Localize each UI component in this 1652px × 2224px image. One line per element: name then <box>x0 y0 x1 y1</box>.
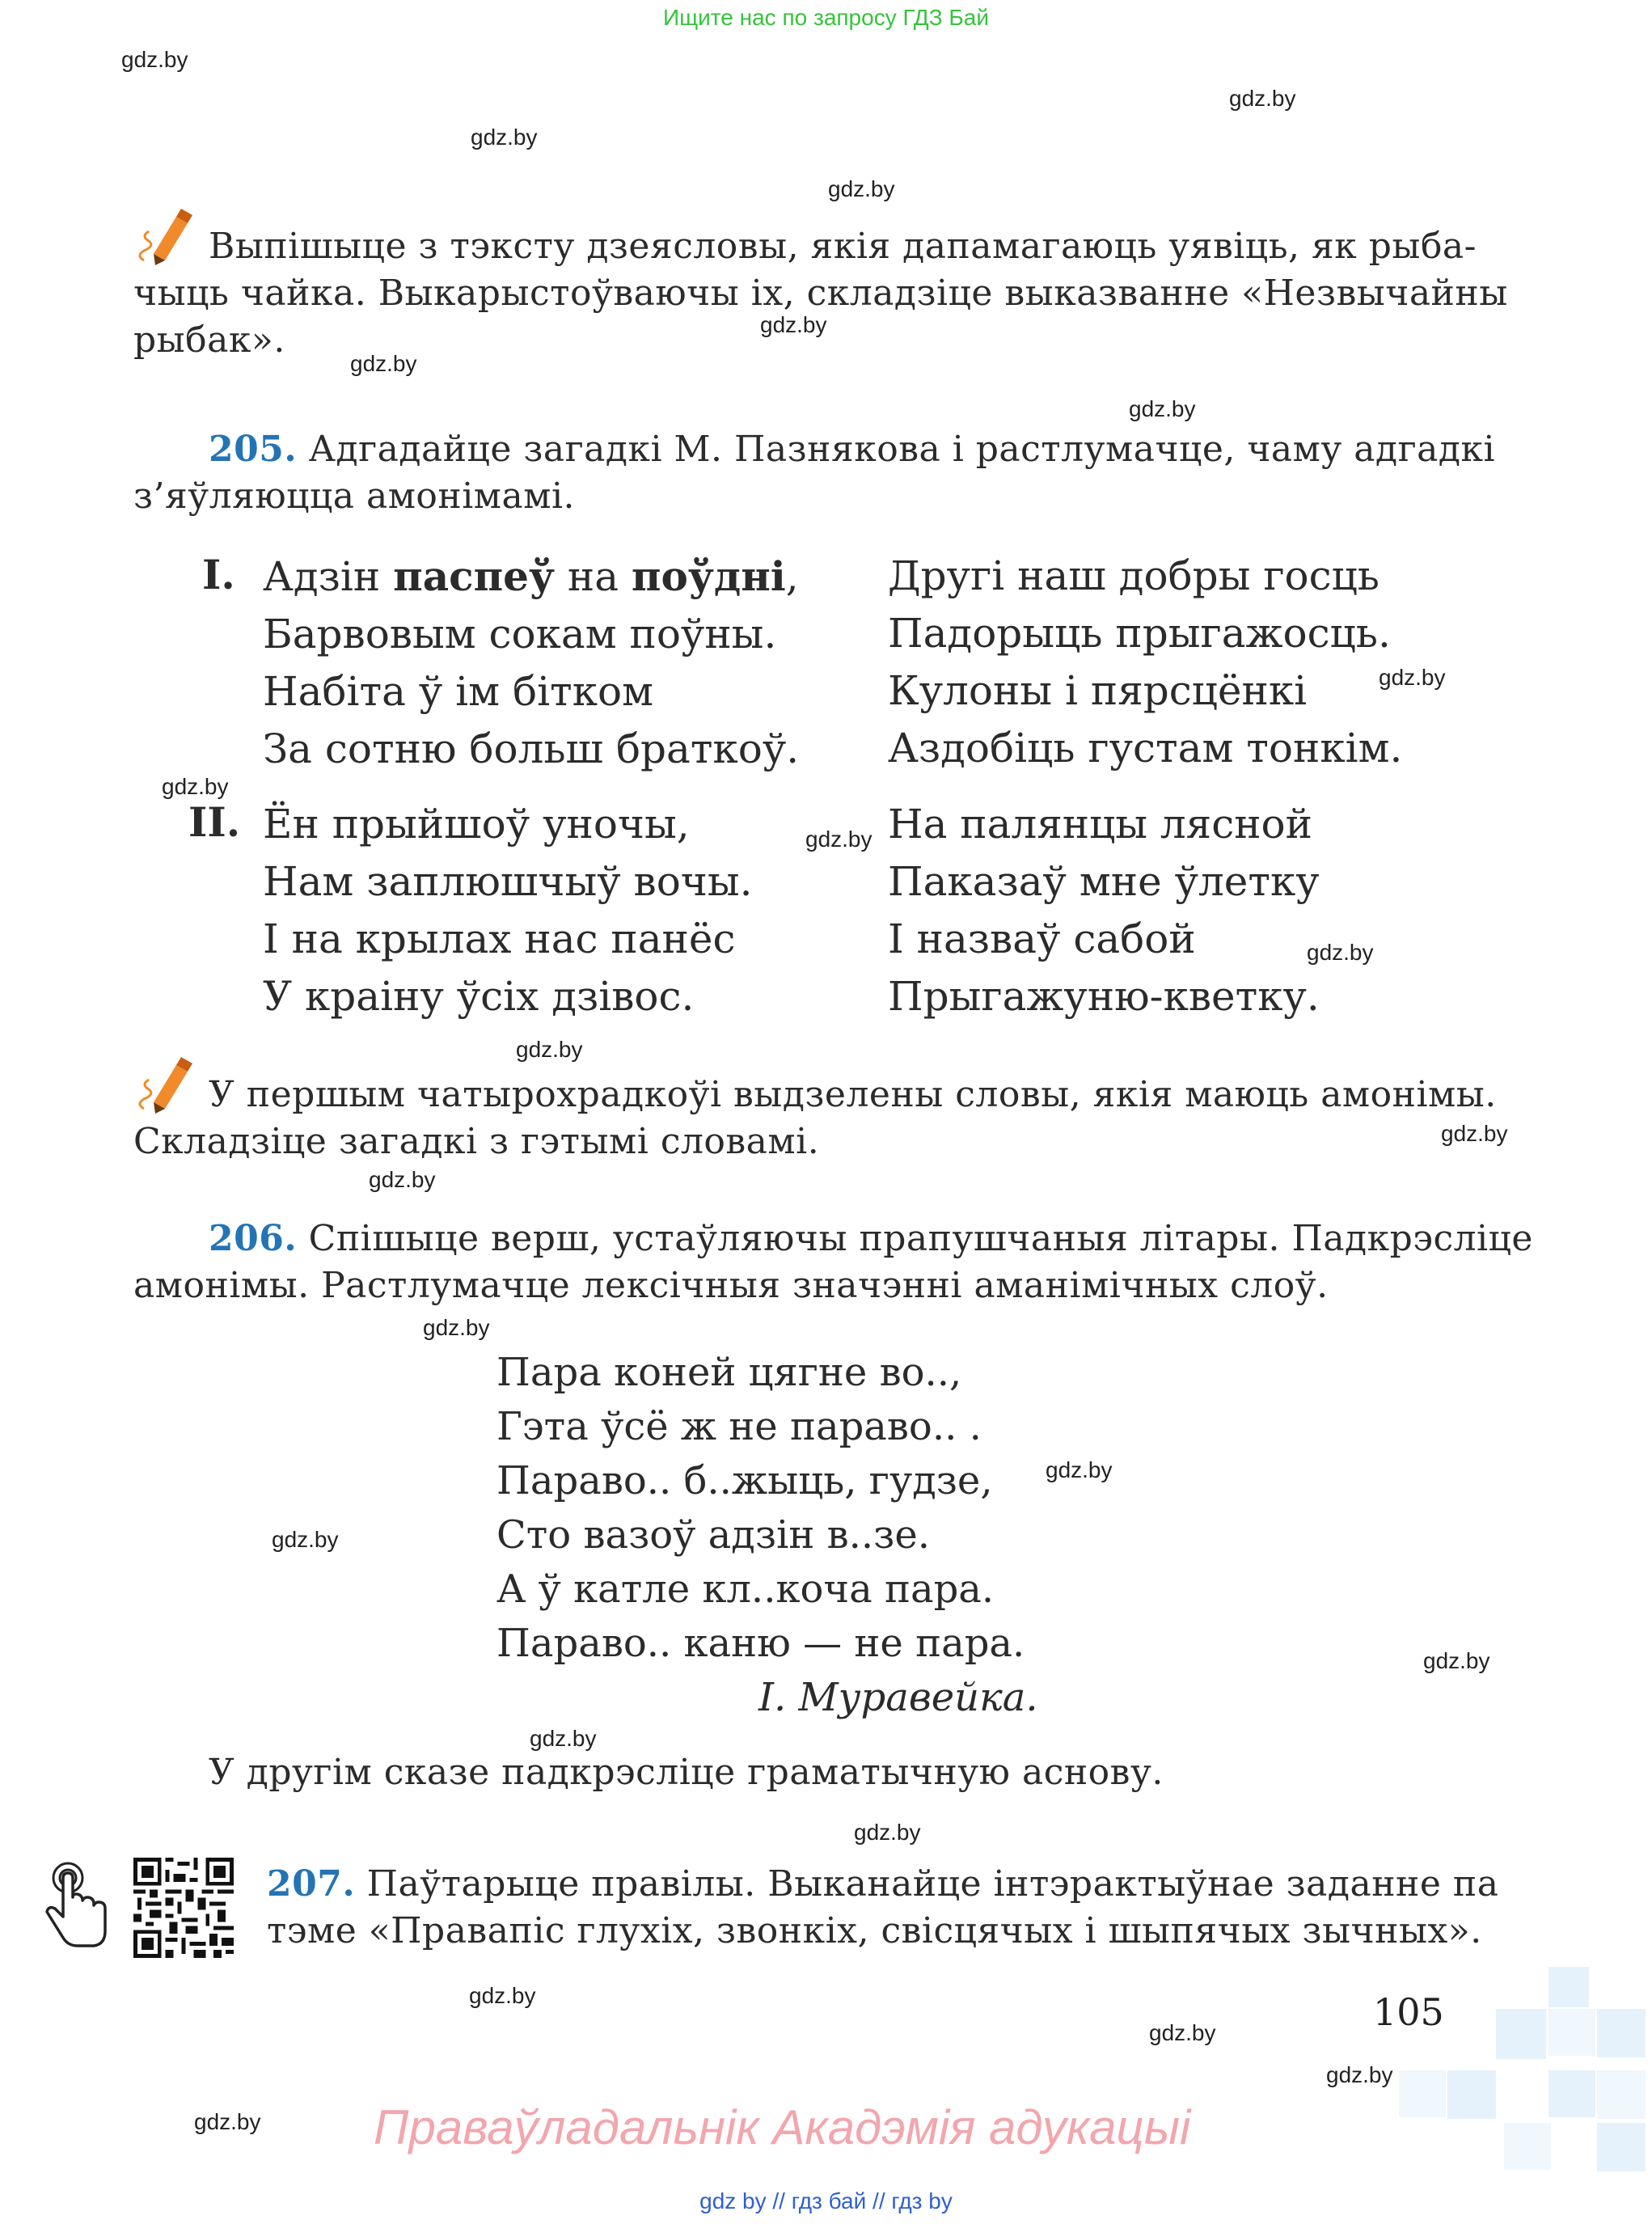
task207-line1: Паўтарыце правілы. Выканайце інтэрактыўнае заданне па <box>366 1863 1499 1905</box>
watermark: gdz.by <box>854 1820 921 1845</box>
watermark: gdz.by <box>1307 940 1374 965</box>
riddle1-label: I. <box>202 551 235 598</box>
qr-code[interactable] <box>133 1858 234 1958</box>
watermark: gdz.by <box>350 351 417 376</box>
riddle1-right <box>888 548 1402 777</box>
task206-text <box>133 1216 1533 1309</box>
task206-number: 206. <box>209 1218 298 1259</box>
riddle1-right-line3: Кулоны і пярсцёнкі <box>888 667 1308 714</box>
watermark: gdz.by <box>828 176 895 201</box>
homonym-word: поўдні <box>631 552 786 600</box>
watermark: gdz.by <box>1046 1457 1113 1482</box>
poem-line: Пара коней цягне во.., <box>496 1350 962 1395</box>
riddle1-left-line1: Адзін паспеў на поўдні, <box>263 552 799 600</box>
riddle1-left-line3: Набіта ў ім бітком <box>263 668 653 715</box>
task205-line2: з’яўляюцца амонімамі. <box>133 476 576 517</box>
task205-text <box>133 426 1496 520</box>
task206-line1: Спішыце верш, устаўляючы прапушчаныя літары. Падкрэсліце <box>308 1218 1533 1259</box>
task204-line3: рыбак». <box>133 319 285 361</box>
task204-text <box>133 223 1508 364</box>
watermark: gdz.by <box>1423 1648 1490 1673</box>
watermark: gdz.by <box>805 827 872 852</box>
riddle2-left <box>263 796 753 1025</box>
poem-line: Параво.. б..жыць, гудзе, <box>496 1458 993 1503</box>
watermark: gdz.by <box>530 1726 597 1751</box>
watermark: gdz.by <box>1149 2020 1216 2045</box>
watermark: gdz.by <box>1379 665 1446 690</box>
task206-line2: амонімы. Растлумачце лексічныя значэнні аманімічных слоў. <box>133 1265 1329 1306</box>
task207-number: 207. <box>267 1863 356 1905</box>
task207-line2: тэме «Правапіс глухіх, звонкіх, свісцячых і шыпячых зычных». <box>267 1910 1482 1951</box>
task205-number: 205. <box>209 429 298 470</box>
riddle2-label: II. <box>188 798 241 846</box>
riddle1-left-line4: За сотню больш браткоў. <box>263 725 800 772</box>
task204-line1: Выпішыце з тэксту дзеясловы, якія дапамагаюць уявіць, як рыба- <box>209 226 1477 267</box>
poem-line: Параво.. каню — не пара. <box>496 1621 1025 1666</box>
watermark: gdz.by <box>760 312 827 337</box>
watermark: gdz.by <box>1129 396 1196 421</box>
poem-line: Гэта ўсё ж не параво.. . <box>496 1404 982 1449</box>
footer-links[interactable]: gdz by // гдз бай // гдз by <box>699 2188 953 2213</box>
watermark: gdz.by <box>121 47 188 72</box>
riddle1-left-line2: Барвовым сокам поўны. <box>263 611 777 657</box>
riddle2-right-line3: І назваў сабой <box>888 915 1196 962</box>
riddle1-left <box>263 548 799 778</box>
riddle2-left-line1: Ён прыйшоў уночы, <box>263 801 690 848</box>
watermark: gdz.by <box>423 1315 490 1340</box>
watermark: gdz.by <box>272 1527 339 1552</box>
riddle2-left-line3: І на крылах нас панёс <box>263 915 736 962</box>
task205-note-line1: У першым чатырохрадкоўі выдзелены словы, якія маюць амонімы. <box>209 1074 1497 1115</box>
riddle2-left-line2: Нам заплюшчыў вочы. <box>263 858 753 905</box>
homonym-word: паспеў <box>393 552 555 600</box>
watermark: gdz.by <box>1229 86 1296 111</box>
poem-author: І. Муравейка. <box>758 1675 1038 1720</box>
task207-text <box>267 1861 1499 1955</box>
riddle1-right-line2: Падорыць прыгажосць. <box>888 610 1391 657</box>
riddle1-right-line4: Аздобіць густам тонкім. <box>888 725 1403 772</box>
copyright-notice: Праваўладальнік Акадэмія адукацыі <box>374 2100 1191 2154</box>
task204-line2: чыць чайка. Выкарыстоўваючы іх, складзіце выказванне «Незвычайны <box>133 273 1508 314</box>
task205-line1: Адгадайце загадкі М. Пазнякова і растлумачце, чаму адгадкі <box>308 429 1496 470</box>
task205-note-line2: Складзіце загадкі з гэтымі словамі. <box>133 1121 820 1162</box>
poem-line: А ў катле кл..коча пара. <box>496 1567 995 1612</box>
watermark: gdz.by <box>516 1037 583 1062</box>
riddle1-right-line1: Другі наш добры госць <box>888 552 1380 599</box>
riddle2-right <box>888 796 1320 1025</box>
riddle2-right-line4: Прыгажуню-кветку. <box>888 973 1320 1020</box>
poem-line: Сто вазоў адзін в..зе. <box>496 1512 930 1558</box>
top-banner[interactable]: Ищите нас по запросу ГДЗ Бай <box>662 5 990 30</box>
watermark: gdz.by <box>369 1167 436 1192</box>
riddle2-right-line1: На палянцы лясной <box>888 801 1312 848</box>
watermark: gdz.by <box>1326 2062 1393 2087</box>
watermark: gdz.by <box>469 1983 536 2008</box>
watermark: gdz.by <box>194 2109 261 2134</box>
page-number: 105 <box>1373 1990 1444 2034</box>
riddle2-right-line2: Паказаў мне ўлетку <box>888 858 1320 905</box>
riddle2-left-line4: У краіну ўсіх дзівос. <box>263 973 695 1020</box>
watermark: gdz.by <box>1441 1121 1508 1146</box>
touch-hand-icon[interactable] <box>40 1860 113 1951</box>
task206-note: У другім сказе падкрэсліце граматычную аснову. <box>209 1752 1164 1793</box>
watermark: gdz.by <box>162 774 229 799</box>
watermark: gdz.by <box>471 125 538 150</box>
task206-poem <box>496 1346 1025 1671</box>
